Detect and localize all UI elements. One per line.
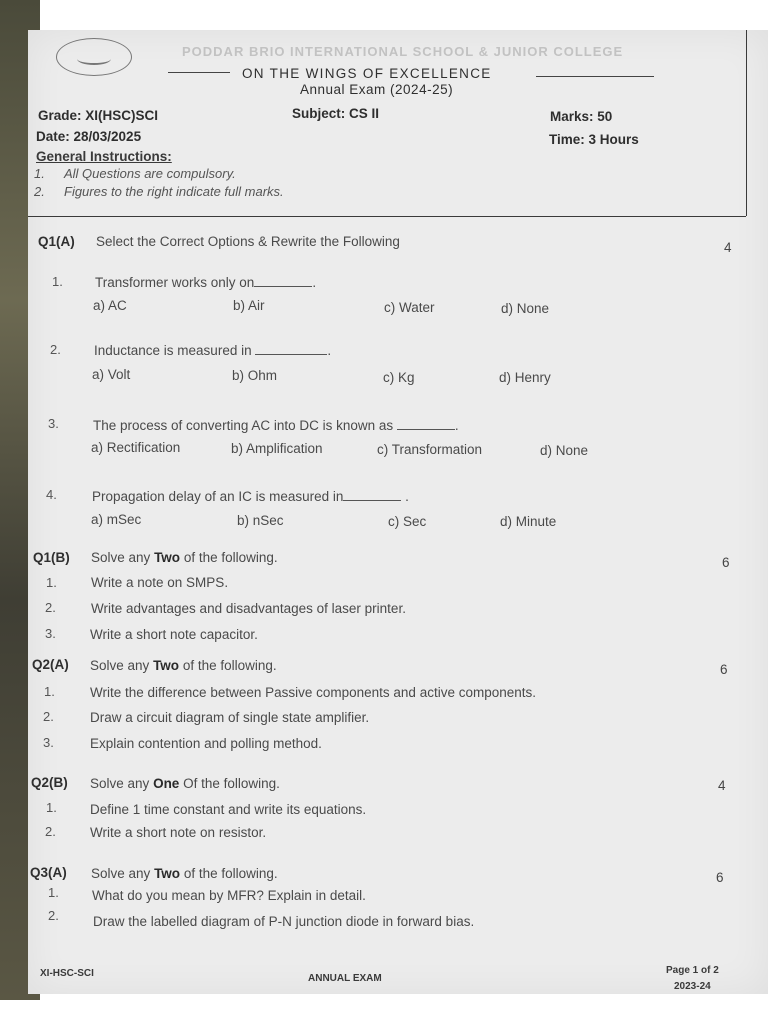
item-number: 4. bbox=[46, 487, 57, 502]
marks-total: Marks: 50 bbox=[550, 109, 613, 124]
item-number: 3. bbox=[43, 735, 54, 750]
mcq-option: a) mSec bbox=[91, 512, 142, 527]
question-marks: 4 bbox=[724, 240, 732, 255]
question-marks: 4 bbox=[718, 778, 726, 793]
instruction-text: Figures to the right indicate full marks. bbox=[64, 184, 284, 199]
footer-year: 2023-24 bbox=[674, 981, 711, 992]
mcq-option: b) Ohm bbox=[232, 368, 278, 383]
question-marks: 6 bbox=[720, 662, 728, 677]
mcq-option: c) Sec bbox=[388, 514, 427, 529]
school-name: PODDAR BRIO INTERNATIONAL SCHOOL & JUNIOR COLLEGE bbox=[182, 44, 624, 59]
question-item: Write advantages and disadvantages of laser printer. bbox=[91, 601, 406, 616]
footer-title: ANNUAL EXAM bbox=[308, 973, 382, 984]
mcq-option: c) Water bbox=[384, 300, 435, 315]
motto-rule-right bbox=[536, 76, 654, 77]
question-text: Solve any Two of the following. bbox=[90, 658, 277, 673]
question-item: Define 1 time constant and write its equations. bbox=[90, 802, 367, 817]
instruction-number: 2. bbox=[34, 184, 45, 199]
question-item: Write a note on SMPS. bbox=[91, 575, 229, 590]
item-number: 1. bbox=[44, 684, 55, 699]
mcq-option: b) nSec bbox=[237, 513, 284, 528]
item-number: 1. bbox=[46, 800, 57, 815]
item-number: 3. bbox=[45, 626, 56, 641]
question-label: Q1(A) bbox=[38, 234, 75, 249]
item-number: 1. bbox=[48, 885, 59, 900]
question-item: Write the difference between Passive components and active components. bbox=[90, 685, 537, 700]
mcq-option: c) Transformation bbox=[377, 442, 483, 457]
mcq-option: d) Minute bbox=[500, 514, 557, 529]
header-divider bbox=[28, 216, 746, 217]
question-text: Solve any Two of the following. bbox=[91, 550, 278, 565]
instructions-title: General Instructions: bbox=[36, 149, 172, 164]
exam-date: Date: 28/03/2025 bbox=[36, 129, 142, 144]
item-number: 2. bbox=[45, 824, 56, 839]
school-motto: ON THE WINGS OF EXCELLENCE bbox=[242, 66, 492, 81]
instruction-text: All Questions are compulsory. bbox=[64, 166, 236, 181]
mcq-stem: Transformer works only on . bbox=[95, 275, 317, 290]
mcq-option: a) AC bbox=[93, 298, 127, 313]
question-marks: 6 bbox=[722, 555, 730, 570]
question-label: Q3(A) bbox=[30, 865, 67, 880]
header-border-right bbox=[746, 30, 747, 216]
question-item: Draw the labelled diagram of P-N junction diode in forward bias. bbox=[93, 914, 475, 929]
footer-class: XI-HSC-SCI bbox=[40, 968, 94, 979]
exam-time: Time: 3 Hours bbox=[549, 132, 639, 147]
exam-paper bbox=[28, 30, 768, 994]
question-item: Draw a circuit diagram of single state amplifier. bbox=[90, 710, 370, 725]
question-item: What do you mean by MFR? Explain in detail. bbox=[92, 888, 366, 903]
question-item: Write a short note on resistor. bbox=[90, 825, 267, 840]
mcq-option: d) Henry bbox=[499, 370, 551, 385]
item-number: 1. bbox=[46, 575, 57, 590]
exam-title: Annual Exam (2024-25) bbox=[300, 82, 454, 97]
question-item: Explain contention and polling method. bbox=[90, 736, 322, 751]
question-label: Q2(A) bbox=[32, 657, 69, 672]
mcq-option: a) Volt bbox=[92, 367, 131, 382]
question-item: Write a short note capacitor. bbox=[90, 627, 258, 642]
subject: Subject: CS II bbox=[292, 106, 380, 121]
instruction-number: 1. bbox=[34, 166, 45, 181]
question-label: Q1(B) bbox=[33, 550, 70, 565]
footer-page: Page 1 of 2 bbox=[666, 965, 719, 976]
mcq-stem: Inductance is measured in . bbox=[94, 343, 332, 358]
question-text: Select the Correct Options & Rewrite the Following bbox=[96, 234, 400, 249]
mcq-option: a) Rectification bbox=[91, 440, 181, 455]
mcq-option: b) Amplification bbox=[231, 441, 323, 456]
item-number: 2. bbox=[50, 342, 61, 357]
question-label: Q2(B) bbox=[31, 775, 68, 790]
item-number: 2. bbox=[45, 600, 56, 615]
question-text: Solve any Two of the following. bbox=[91, 866, 278, 881]
mcq-option: c) Kg bbox=[383, 370, 415, 385]
motto-rule-left bbox=[168, 72, 230, 73]
mcq-stem: The process of converting AC into DC is known as . bbox=[93, 418, 459, 433]
item-number: 2. bbox=[48, 908, 59, 923]
mcq-option: b) Air bbox=[233, 298, 265, 313]
item-number: 2. bbox=[43, 709, 54, 724]
mcq-option: d) None bbox=[501, 301, 550, 316]
mcq-stem: Propagation delay of an IC is measured in . bbox=[92, 489, 409, 504]
item-number: 1. bbox=[52, 274, 63, 289]
item-number: 3. bbox=[48, 416, 59, 431]
grade: Grade: XI(HSC)SCI bbox=[38, 108, 159, 123]
mcq-option: d) None bbox=[540, 443, 589, 458]
question-text: Solve any One Of the following. bbox=[90, 776, 280, 791]
school-logo bbox=[56, 38, 132, 76]
question-marks: 6 bbox=[716, 870, 724, 885]
